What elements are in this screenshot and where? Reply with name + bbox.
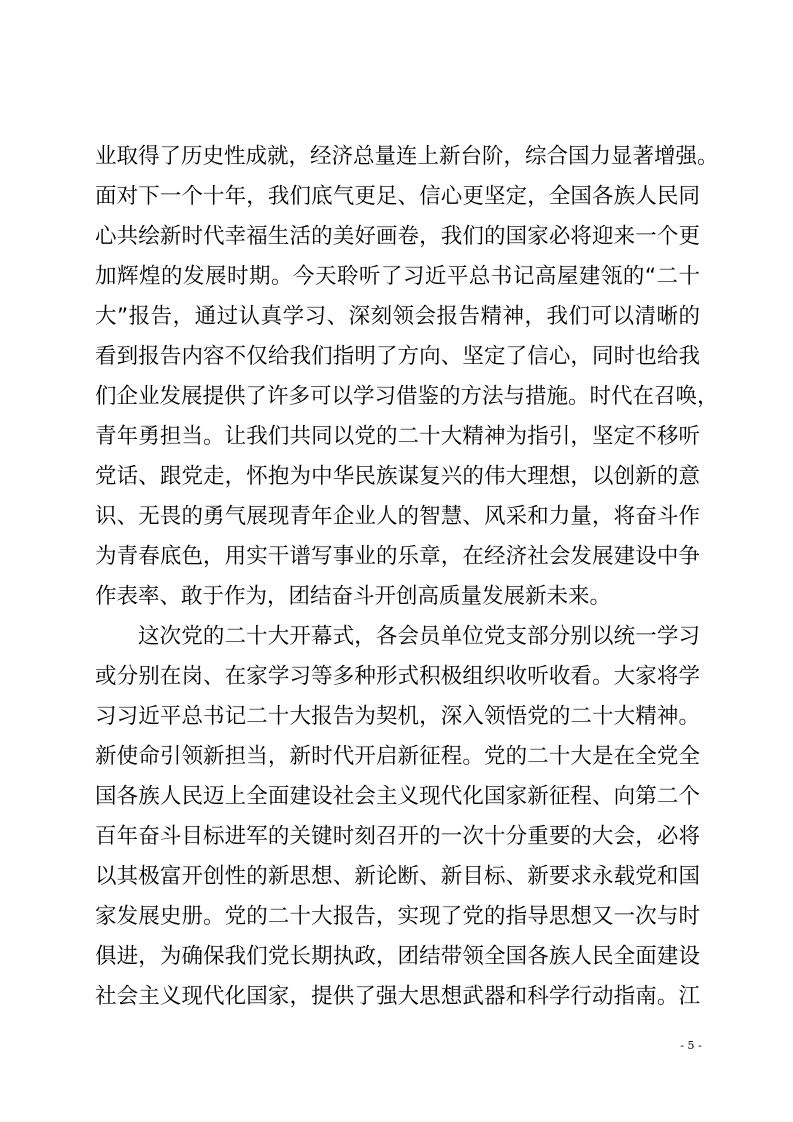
body-text-line: 习习近平总书记二十大报告为契机，深入领悟党的二十大精神。 bbox=[95, 704, 700, 729]
body-text-line: 业取得了历史性成就，经济总量连上新台阶，综合国力显著增强。 bbox=[95, 144, 719, 169]
body-text-line: 家发展史册。党的二十大报告，实现了党的指导思想又一次与时 bbox=[95, 904, 700, 929]
body-text-line: 加辉煌的发展时期。今天聆听了习近平总书记高屋建瓴的“二十 bbox=[95, 264, 700, 289]
paragraph-first-line: 这次党的二十大开幕式，各会员单位党支部分别以统一学习 bbox=[138, 624, 700, 649]
body-text-line: 或分别在岗、在家学习等多种形式积极组织收听收看。大家将学 bbox=[95, 664, 700, 689]
body-text-line: 俱进，为确保我们党长期执政，团结带领全国各族人民全面建设 bbox=[95, 944, 700, 969]
body-text-line: 面对下一个十年，我们底气更足、信心更坚定，全国各族人民同 bbox=[95, 184, 700, 209]
body-text-line: 们企业发展提供了许多可以学习借鉴的方法与措施。时代在召唤， bbox=[95, 384, 719, 409]
body-text-line: 看到报告内容不仅给我们指明了方向、坚定了信心，同时也给我 bbox=[95, 344, 700, 369]
body-text-line: 心共绘新时代幸福生活的美好画卷，我们的国家必将迎来一个更 bbox=[95, 224, 700, 249]
body-text-line: 社会主义现代化国家，提供了强大思想武器和科学行动指南。江 bbox=[95, 984, 700, 1009]
body-text-line: 青年勇担当。让我们共同以党的二十大精神为指引，坚定不移听 bbox=[95, 424, 700, 449]
page-number: - 5 - bbox=[680, 1039, 702, 1052]
body-text-line: 识、无畏的勇气展现青年企业人的智慧、风采和力量，将奋斗作 bbox=[95, 504, 700, 529]
body-text-line: 作表率、敢于作为，团结奋斗开创高质量发展新未来。 bbox=[95, 584, 612, 609]
body-text-line: 以其极富开创性的新思想、新论断、新目标、新要求永载党和国 bbox=[95, 864, 700, 889]
body-text-line: 大”报告，通过认真学习、深刻领会报告精神，我们可以清晰的 bbox=[95, 304, 700, 329]
body-text-line: 为青春底色，用实干谱写事业的乐章，在经济社会发展建设中争 bbox=[95, 544, 700, 569]
body-text-line: 新使命引领新担当，新时代开启新征程。党的二十大是在全党全 bbox=[95, 744, 700, 769]
body-text-line: 国各族人民迈上全面建设社会主义现代化国家新征程、向第二个 bbox=[95, 784, 700, 809]
body-text-line: 党话、跟党走，怀抱为中华民族谋复兴的伟大理想，以创新的意 bbox=[95, 464, 700, 489]
body-text-line: 百年奋斗目标进军的关键时刻召开的一次十分重要的大会，必将 bbox=[95, 824, 700, 849]
